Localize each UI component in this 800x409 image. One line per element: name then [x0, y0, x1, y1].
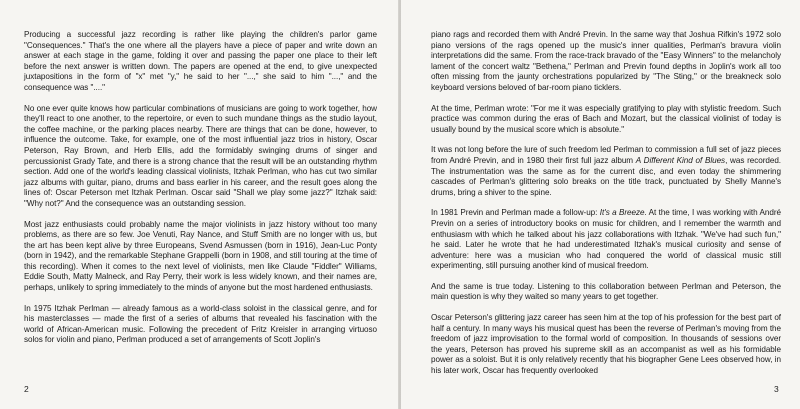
right-page-number: 3: [774, 384, 779, 394]
album-title-its-a-breeze: It's a Breeze: [599, 208, 645, 218]
right-paragraph-1: piano rags and recorded them with André Previn. In the same way that Joshua Rifkin's 1972 solo piano versions of the rags opened up the music's inner qualities, Perlman's bravura violin interpretations did the same. From the race-track bravado of the "Easy Winners" to the melancholy lament of the concert waltz "Bethena," Perlman and Previn found depths in Joplin's work all too often missing from the jaunty orchestrations popularized by "The Sting," or the breakneck solo keyboard versions beloved of bar-room piano ticklers.: [431, 30, 781, 92]
right-paragraph-2: At the time, Perlman wrote: "For me it was especially gratifying to play with stylistic freedom. Such practice was common during the eras of Bach and Mozart, but the classical violinist of today is usually bound by the musical score which is absolute.": [431, 103, 781, 134]
right-page: [401, 0, 800, 409]
left-paragraph-3: Most jazz enthusiasts could probably name the major violinists in jazz history without too many problems, as there are so few. Joe Venuti, Ray Nance, and Stuff Smith are no longer with us, but the art has been kept alive by three Europeans, Svend Asmussen (born in 1916), Jean-Luc Ponty (born in 1942), and the remarkable Stephane Grappelli (born in 1908, and still touring at the time of this recording). When it comes to the next level of violinists, men like Claude "Fiddler" Williams, Eddie South, Matty Malneck, and Ray Perry, their work is less widely known, and their names are, perhaps, unlikely to spring immediately to the minds of anyone but the most hardened enthusiasts.: [24, 219, 377, 293]
album-title-different-kind-of-blues: A Different Kind of Blues: [635, 155, 726, 165]
right-text-column: [431, 30, 781, 387]
paragraph-3-text-b: , was recorded. The instrumentation was the same as for the current disc, and even today the shimmering cascades of Perlman's glittering solo breaks on the title track, punctuated by Shelly Manne's drums, bring a shiver to the spine.: [431, 155, 782, 197]
left-page-number: 2: [24, 384, 29, 394]
paragraph-4-text-b: . At the time, I was working with André Previn on a series of introductory books on music for children, and I remember the warmth and enthusiasm with which he talked about his jazz collaborations with Itzhak. "We've had such fun," he said. Later he wrote that he had underestimated Itzhak's musical curiosity and sense of adventure: here was a musician who had conquered the world of classical music still experimenting, still pursuing another kind of musical freedom.: [431, 208, 781, 271]
paragraph-3-text-a: It was not long before the lure of such freedom led Perlman to commission a full set of jazz pieces from André Previn, and in 1980 their first full jazz album: [431, 145, 781, 165]
left-paragraph-4: In 1975 Itzhak Perlman — already famous as a world-class soloist in the classical genre, and for his masterclasses — made the first of a series of albums that revealed his fascination with the world of African-American music. Following the precedent of Fritz Kreisler in arranging virtuoso solos for violin and piano, Perlman produced a set of arrangements of Scott Joplin's: [24, 303, 377, 345]
right-paragraph-3: [431, 145, 781, 198]
right-paragraph-5: And the same is true today. Listening to this collaboration between Perlman and Peterson, the main question is why they waited so many years to get together.: [431, 281, 781, 302]
left-paragraph-2: No one ever quite knows how particular combinations of musicians are going to work together, how they'll react to one another, to the repertoire, or even to such mundane things as the studio layout, the coffee machine, or the parking places nearby. There are things that can be done, however, to influence the outcome. Take, for example, one of the most influential jazz trios in history, Oscar Peterson, Ray Brown, and Herb Ellis, add the formidably swinging drums of singer and percussionist Grady Tate, and there is a strong chance that the result will be an outstanding rhythm section. Add one of the world's leading classical violinists, Itzhak Perlman, who has cut two similar jazz albums with guitar, piano, drums and bass earlier in his career, and the result goes along the lines of: Oscar Peterson met Itzhak Perlman. Oscar said "Shall we play some jazz?" Itzhak said: "Why not?" And the consequence was an outstanding session.: [24, 103, 377, 208]
right-paragraph-4: [431, 208, 781, 272]
left-paragraph-1: Producing a successful jazz recording is rather like playing the children's parlor game "Consequences." That's the one where all the players have a piece of paper and write down an answer at each stage in the game, folding it over and passing the paper one place to their left before the next answer is written down. The papers are opened at the end, to give unexpected juxtapositions in the form of "x" met "y," he said to her "...," she said to him "...," and the consequence was "....": [24, 30, 377, 92]
right-paragraph-6: Oscar Peterson's glittering jazz career has seen him at the top of his profession for the best part of half a century. In many ways his musical quest has been the reverse of Perlman's moving from the freedom of jazz improvisation to the formal world of composition. In thousands of sessions over the years, Peterson has proved his supreme skill as an accompanist as well as his formidable power as a soloist. But it is only relatively recently that his biographer Gene Lees observed how, in his later work, Oscar has frequently overlooked: [431, 313, 781, 376]
left-text-column: [24, 30, 377, 356]
paragraph-4-text-a: In 1981 Previn and Perlman made a follow-up:: [431, 208, 600, 218]
left-page: [0, 0, 399, 409]
